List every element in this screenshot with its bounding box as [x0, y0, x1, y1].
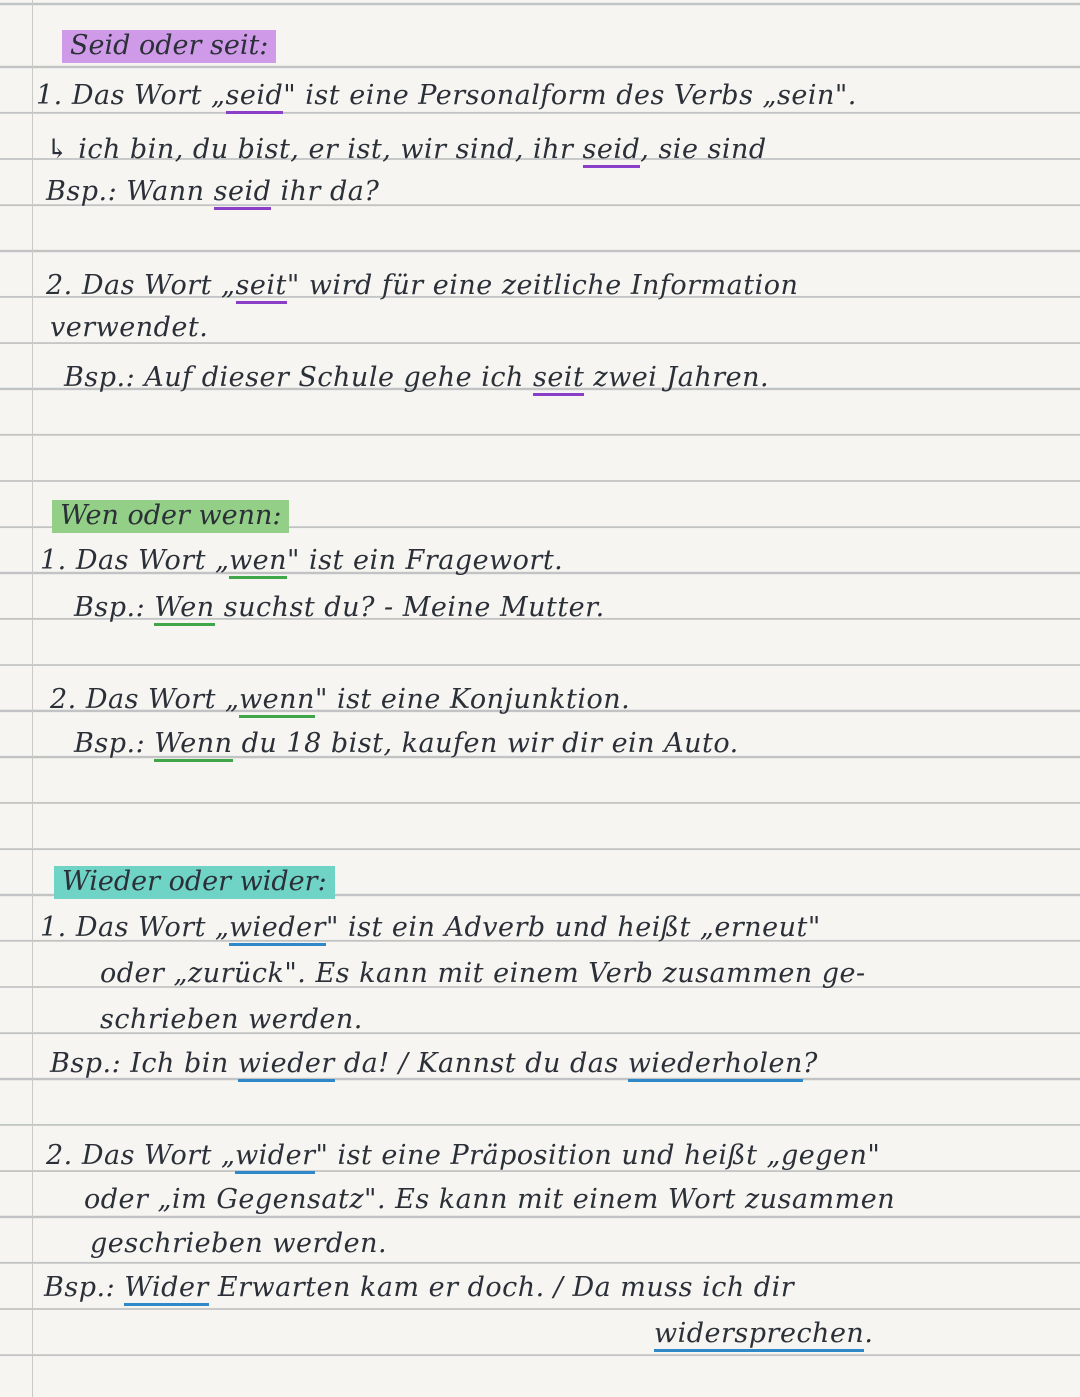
underlined-word: seid — [226, 80, 284, 114]
text-line: 2. Das Wort „wider" ist eine Präposition und heißt „gegen" — [46, 1140, 880, 1171]
underlined-word: Wenn — [154, 728, 232, 762]
underlined-word: seid — [214, 176, 272, 210]
underlined-word: seit — [533, 362, 584, 396]
text-line: Bsp.: Auf dieser Schule gehe ich seit zwei Jahren. — [64, 362, 769, 393]
text-line: Bsp.: Wider Erwarten kam er doch. / Da muss ich dir — [44, 1272, 794, 1303]
text-line: 1. Das Wort „wieder" ist ein Adverb und heißt „erneut" — [40, 912, 821, 943]
underlined-word: wieder — [229, 912, 326, 946]
text-line: 1. Das Wort „wen" ist ein Fragewort. — [40, 545, 563, 576]
underlined-word: seit — [236, 270, 287, 304]
underlined-word: seid — [583, 134, 641, 168]
section-heading-wen-wenn: Wen oder wenn: — [52, 500, 289, 533]
underlined-word: wiederholen — [628, 1048, 803, 1082]
text-line: oder „zurück". Es kann mit einem Verb zusammen ge- — [100, 958, 866, 989]
underlined-word: Wider — [124, 1272, 209, 1306]
text-line: verwendet. — [50, 312, 209, 343]
section-heading-seid-seit: Seid oder seit: — [62, 30, 276, 63]
text-line: oder „im Gegensatz". Es kann mit einem Wort zusammen — [84, 1184, 896, 1215]
underlined-word: wen — [229, 545, 287, 579]
text-line: Bsp.: Ich bin wieder da! / Kannst du das wiederholen? — [50, 1048, 818, 1079]
text-line: 2. Das Wort „seit" wird für eine zeitliche Information — [46, 270, 798, 301]
text-line: 1. Das Wort „seid" ist eine Personalform des Verbs „sein". — [36, 80, 857, 111]
text-line: schrieben werden. — [100, 1004, 363, 1035]
text-line: Bsp.: Wann seid ihr da? — [46, 176, 379, 207]
text-line: ↳ ich bin, du bist, er ist, wir sind, ihr seid, sie sind — [46, 134, 767, 165]
section-heading-wieder-wider: Wieder oder wider: — [54, 866, 335, 899]
text-line: Bsp.: Wenn du 18 bist, kaufen wir dir ein Auto. — [74, 728, 739, 759]
text-line: 2. Das Wort „wenn" ist eine Konjunktion. — [50, 684, 630, 715]
underlined-word: widersprechen — [654, 1318, 864, 1352]
text-line: widersprechen. — [654, 1318, 873, 1349]
underlined-word: wenn — [239, 684, 315, 718]
underlined-word: Wen — [154, 592, 214, 626]
text-line: geschrieben werden. — [90, 1228, 388, 1259]
text-line: Bsp.: Wen suchst du? - Meine Mutter. — [74, 592, 605, 623]
underlined-word: wider — [235, 1140, 315, 1174]
underlined-word: wieder — [238, 1048, 335, 1082]
